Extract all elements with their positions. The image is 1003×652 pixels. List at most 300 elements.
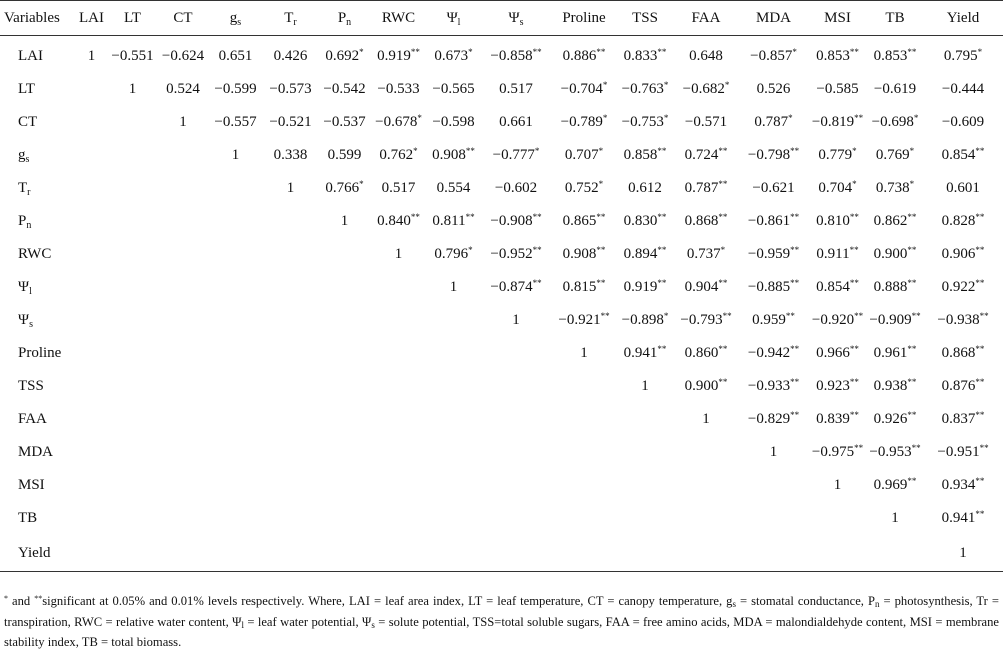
cell-value: 0.766 xyxy=(325,180,360,196)
table-cell xyxy=(923,337,1003,370)
cell-value: 0.922 xyxy=(941,279,976,295)
significance-marker: ** xyxy=(975,344,985,354)
row-label-subscript: s xyxy=(29,319,33,330)
footnote-fragment: = stomatal conductance, P xyxy=(736,594,875,608)
cell-value: −0.444 xyxy=(941,81,985,97)
table-cell xyxy=(867,172,923,205)
table-cell xyxy=(867,535,923,572)
cell-value: 0.904 xyxy=(684,279,719,295)
header-col xyxy=(673,1,739,36)
significance-marker: ** xyxy=(790,410,800,420)
table-cell xyxy=(371,469,426,502)
significance-marker: * xyxy=(468,47,473,57)
cell-value: 0.854 xyxy=(941,147,976,163)
table-cell xyxy=(551,172,617,205)
table-cell xyxy=(808,337,867,370)
table-cell xyxy=(808,502,867,535)
table-row xyxy=(0,238,1003,271)
table-cell xyxy=(867,304,923,337)
row-label-subscript: l xyxy=(29,286,32,297)
table-cell xyxy=(76,370,107,403)
table-cell xyxy=(739,535,808,572)
cell-value: 0.959 xyxy=(752,312,786,328)
table-cell xyxy=(263,535,318,572)
significance-marker: * xyxy=(852,146,857,156)
row-label-text: g xyxy=(18,147,26,163)
table-cell xyxy=(808,271,867,304)
table-cell xyxy=(208,139,263,172)
significance-marker: ** xyxy=(596,245,606,255)
significance-marker: ** xyxy=(907,47,917,57)
cell-value: 0.651 xyxy=(218,48,253,64)
header-col xyxy=(867,1,923,36)
table-cell xyxy=(867,73,923,106)
header-label: TSS xyxy=(632,9,658,26)
row-label-text: P xyxy=(18,213,27,229)
cell-value: −0.585 xyxy=(816,81,859,97)
table-cell xyxy=(808,304,867,337)
significance-marker: * xyxy=(413,146,418,156)
table-cell xyxy=(318,337,371,370)
significance-marker: ** xyxy=(849,410,859,420)
table-cell xyxy=(318,238,371,271)
cell-value: 0.828 xyxy=(941,213,976,229)
cell-value: 0.612 xyxy=(628,180,662,196)
significance-marker: ** xyxy=(790,146,800,156)
header-col xyxy=(739,1,808,36)
table-cell xyxy=(426,469,481,502)
significance-marker: ** xyxy=(975,410,985,420)
table-cell xyxy=(739,139,808,172)
table-cell xyxy=(617,172,673,205)
table-cell xyxy=(76,469,107,502)
table-cell xyxy=(158,238,208,271)
table-cell xyxy=(739,36,808,74)
table-cell xyxy=(76,238,107,271)
header-col xyxy=(617,1,673,36)
table-cell xyxy=(551,403,617,436)
table-cell xyxy=(263,337,318,370)
cell-value: 0.886 xyxy=(562,48,597,64)
table-cell xyxy=(263,205,318,238)
significance-marker: * xyxy=(852,179,857,189)
table-cell xyxy=(551,106,617,139)
table-cell xyxy=(923,469,1003,502)
table-cell xyxy=(673,172,739,205)
table-cell xyxy=(371,337,426,370)
table-cell xyxy=(867,205,923,238)
table-row xyxy=(0,73,1003,106)
cell-value: 1 xyxy=(641,378,649,394)
row-label-subscript: r xyxy=(27,187,31,198)
cell-value: −0.908 xyxy=(490,213,533,229)
table-cell xyxy=(551,469,617,502)
table-cell xyxy=(481,238,551,271)
row-label xyxy=(0,502,76,535)
header-label: Ψ xyxy=(508,9,520,26)
header-col xyxy=(808,1,867,36)
table-cell xyxy=(808,403,867,436)
significance-marker: * xyxy=(663,311,669,321)
table-cell xyxy=(673,370,739,403)
table-cell xyxy=(76,436,107,469)
cell-value: 0.860 xyxy=(684,345,719,361)
table-cell xyxy=(318,205,371,238)
row-label xyxy=(0,337,76,370)
row-label-text: Proline xyxy=(18,345,62,361)
table-cell xyxy=(617,502,673,535)
table-cell xyxy=(263,271,318,304)
table-row xyxy=(0,436,1003,469)
table-cell xyxy=(208,535,263,572)
cell-value: −0.874 xyxy=(490,279,533,295)
table-cell xyxy=(76,139,107,172)
table-cell xyxy=(739,304,808,337)
table-cell xyxy=(739,238,808,271)
header-col xyxy=(551,1,617,36)
table-cell xyxy=(617,337,673,370)
table-cell xyxy=(808,238,867,271)
header-col xyxy=(481,1,551,36)
table-cell xyxy=(673,205,739,238)
cell-value: −0.763 xyxy=(621,81,664,97)
table-cell xyxy=(551,73,617,106)
table-cell xyxy=(481,502,551,535)
table-cell xyxy=(673,106,739,139)
table-cell xyxy=(371,370,426,403)
cell-value: 0.868 xyxy=(684,213,719,229)
table-cell xyxy=(76,205,107,238)
table-cell xyxy=(481,73,551,106)
table-cell xyxy=(208,271,263,304)
table-cell xyxy=(867,337,923,370)
significance-marker: ** xyxy=(410,212,420,222)
significance-marker: ** xyxy=(657,212,667,222)
table-cell xyxy=(208,172,263,205)
table-cell xyxy=(673,139,739,172)
cell-value: 0.769 xyxy=(875,147,910,163)
table-cell xyxy=(76,535,107,572)
table-cell xyxy=(808,436,867,469)
table-cell xyxy=(867,403,923,436)
table-cell xyxy=(107,337,158,370)
significance-marker: * xyxy=(602,80,608,90)
table-cell xyxy=(208,304,263,337)
significance-marker: * xyxy=(598,146,604,156)
table-cell xyxy=(673,403,739,436)
significance-marker: ** xyxy=(657,245,667,255)
significance-marker: * xyxy=(417,113,422,123)
cell-value: −0.777 xyxy=(492,147,535,163)
table-row xyxy=(0,205,1003,238)
cell-value: 0.840 xyxy=(377,213,411,229)
header-label: P xyxy=(337,9,347,26)
header-label: TB xyxy=(885,9,905,26)
table-cell xyxy=(481,172,551,205)
row-label xyxy=(0,139,76,172)
table-cell xyxy=(673,36,739,74)
table-cell xyxy=(263,436,318,469)
table-cell xyxy=(263,172,318,205)
cell-value: −0.953 xyxy=(869,444,912,460)
table-cell xyxy=(617,370,673,403)
table-cell xyxy=(426,73,481,106)
table-cell xyxy=(318,172,371,205)
significance-marker: ** xyxy=(849,212,859,222)
table-cell xyxy=(107,403,158,436)
row-label-text: T xyxy=(18,180,28,196)
cell-value: 0.704 xyxy=(818,180,853,196)
row-label xyxy=(0,436,76,469)
row-label-text: Yield xyxy=(18,544,51,561)
cell-value: 0.787 xyxy=(754,114,789,130)
row-label xyxy=(0,73,76,106)
cell-value: −0.885 xyxy=(747,279,791,295)
significance-marker: * xyxy=(534,146,540,156)
table-cell xyxy=(923,535,1003,572)
cell-value: −0.602 xyxy=(494,180,538,196)
significance-marker: * xyxy=(663,80,669,90)
significance-marker: ** xyxy=(657,47,667,57)
cell-value: 1 xyxy=(702,411,710,427)
cell-value: −0.565 xyxy=(432,81,475,97)
cell-value: 1 xyxy=(394,246,403,262)
significance-marker: ** xyxy=(718,278,728,288)
table-cell xyxy=(107,238,158,271)
cell-value: 0.876 xyxy=(941,378,976,394)
table-cell xyxy=(371,238,426,271)
row-label-subscript: n xyxy=(26,220,32,231)
significance-marker: ** xyxy=(854,113,864,123)
cell-value: −0.698 xyxy=(871,114,914,130)
cell-value: 1 xyxy=(512,312,520,328)
significance-marker: ** xyxy=(907,476,917,486)
table-cell xyxy=(867,469,923,502)
header-col xyxy=(76,1,107,36)
header-label: LAI xyxy=(79,9,104,26)
table-cell xyxy=(263,106,318,139)
table-cell xyxy=(76,502,107,535)
cell-value: 1 xyxy=(87,48,96,64)
table-cell xyxy=(107,172,158,205)
table-cell xyxy=(673,436,739,469)
table-cell xyxy=(371,436,426,469)
significance-marker: ** xyxy=(596,278,606,288)
significance-marker: ** xyxy=(975,245,985,255)
cell-value: 0.787 xyxy=(684,180,719,196)
table-cell xyxy=(617,36,673,74)
table-cell xyxy=(551,535,617,572)
cell-value: −0.571 xyxy=(684,114,728,130)
row-label-text: MDA xyxy=(18,444,54,460)
significance-marker: ** xyxy=(975,278,985,288)
significance-marker: ** xyxy=(911,443,921,453)
cell-value: 0.906 xyxy=(941,246,976,262)
table-cell xyxy=(76,73,107,106)
table-cell xyxy=(371,106,426,139)
table-cell xyxy=(617,304,673,337)
table-cell xyxy=(208,436,263,469)
cell-value: 0.858 xyxy=(623,147,658,163)
significance-marker: ** xyxy=(657,344,667,354)
cell-value: 0.966 xyxy=(816,345,850,361)
table-cell xyxy=(923,36,1003,74)
cell-value: 0.724 xyxy=(684,147,719,163)
significance-marker: ** xyxy=(975,212,985,222)
table-cell xyxy=(923,436,1003,469)
cell-value: 0.707 xyxy=(564,147,599,163)
table-cell xyxy=(107,304,158,337)
significance-marker: * xyxy=(909,179,915,189)
cell-value: 0.779 xyxy=(818,147,853,163)
cell-value: 0.517 xyxy=(381,180,416,196)
table-cell xyxy=(208,238,263,271)
header-subscript: n xyxy=(346,16,352,28)
cell-value: 0.888 xyxy=(873,279,908,295)
row-label xyxy=(0,403,76,436)
table-cell xyxy=(208,36,263,74)
significance-marker: ** xyxy=(410,47,420,57)
table-cell xyxy=(158,403,208,436)
table-cell xyxy=(426,36,481,74)
significance-marker: ** xyxy=(907,278,917,288)
cell-value: −0.682 xyxy=(682,81,725,97)
cell-value: 0.601 xyxy=(946,180,980,196)
table-cell xyxy=(208,403,263,436)
cell-value: −0.521 xyxy=(269,114,312,130)
table-cell xyxy=(107,36,158,74)
cell-value: −0.798 xyxy=(747,147,791,163)
header-subscript: s xyxy=(237,16,242,28)
significance-marker: * xyxy=(788,113,793,123)
table-cell xyxy=(551,337,617,370)
cell-value: −0.621 xyxy=(752,180,795,196)
cell-value: −0.861 xyxy=(747,213,791,229)
cell-value: −0.678 xyxy=(375,114,418,130)
table-cell xyxy=(426,304,481,337)
table-cell xyxy=(158,436,208,469)
table-cell xyxy=(481,271,551,304)
footnote-fragment: * xyxy=(4,594,8,603)
table-cell xyxy=(371,403,426,436)
significance-marker: ** xyxy=(790,245,800,255)
table-cell xyxy=(107,139,158,172)
table-cell xyxy=(263,238,318,271)
table-cell xyxy=(158,106,208,139)
table-cell xyxy=(739,370,808,403)
significance-marker: ** xyxy=(907,410,917,420)
significance-marker: ** xyxy=(854,311,864,321)
row-label xyxy=(0,205,76,238)
cell-value: 0.599 xyxy=(327,147,362,163)
significance-marker: ** xyxy=(785,311,795,321)
cell-value: −0.975 xyxy=(811,444,855,460)
table-cell xyxy=(617,403,673,436)
header-col xyxy=(208,1,263,36)
row-label xyxy=(0,535,76,572)
significance-marker: * xyxy=(724,80,730,90)
row-label xyxy=(0,36,76,74)
significance-marker: ** xyxy=(532,212,542,222)
table-cell xyxy=(426,172,481,205)
cell-value: 0.919 xyxy=(377,48,411,64)
header-subscript: r xyxy=(293,16,297,28)
table-row xyxy=(0,106,1003,139)
cell-value: 0.868 xyxy=(941,345,976,361)
header-label: MSI xyxy=(824,9,851,26)
cell-value: 0.894 xyxy=(623,246,658,262)
significance-marker: ** xyxy=(465,212,475,222)
header-label: MDA xyxy=(755,9,791,26)
table-cell xyxy=(318,403,371,436)
table-cell xyxy=(739,436,808,469)
cell-value: 0.862 xyxy=(873,213,908,229)
table-cell xyxy=(739,502,808,535)
significance-marker: ** xyxy=(532,245,542,255)
table-cell xyxy=(318,271,371,304)
table-cell xyxy=(551,205,617,238)
footnote-fragment: n xyxy=(874,599,880,609)
table-cell xyxy=(371,535,426,572)
table-cell xyxy=(551,271,617,304)
significance-marker: ** xyxy=(465,146,475,156)
table-cell xyxy=(318,36,371,74)
table-row xyxy=(0,271,1003,304)
table-cell xyxy=(808,106,867,139)
table-cell xyxy=(107,502,158,535)
row-label-text: TSS xyxy=(18,378,44,394)
table-cell xyxy=(867,238,923,271)
table-cell xyxy=(318,436,371,469)
significance-marker: ** xyxy=(975,146,985,156)
significance-marker: ** xyxy=(849,377,859,387)
table-cell xyxy=(923,238,1003,271)
significance-marker: ** xyxy=(907,212,917,222)
significance-marker: ** xyxy=(718,146,728,156)
footnote-fragment: = photosynthesis, Tr = transpiration, RWC = relative water content, Ψ xyxy=(4,594,1000,629)
table-cell xyxy=(426,337,481,370)
table-cell xyxy=(158,337,208,370)
significance-marker: ** xyxy=(718,212,728,222)
table-cell xyxy=(481,205,551,238)
cell-value: 0.554 xyxy=(436,180,471,196)
significance-marker: ** xyxy=(790,377,800,387)
row-label-text: Ψ xyxy=(18,312,30,328)
table-cell xyxy=(808,139,867,172)
significance-marker: * xyxy=(909,146,915,156)
table-cell xyxy=(923,370,1003,403)
significance-marker: ** xyxy=(975,476,985,486)
row-label xyxy=(0,106,76,139)
table-cell xyxy=(923,172,1003,205)
row-label-subscript: s xyxy=(25,154,30,165)
table-cell xyxy=(107,73,158,106)
table-cell xyxy=(673,238,739,271)
table-body xyxy=(0,36,1003,572)
table-cell xyxy=(426,139,481,172)
header-col xyxy=(923,1,1003,36)
cell-value: 0.961 xyxy=(873,345,908,361)
cell-value: 0.661 xyxy=(499,114,533,130)
cell-value: −0.619 xyxy=(873,81,917,97)
table-cell xyxy=(481,106,551,139)
cell-value: 0.923 xyxy=(816,378,850,394)
table-cell xyxy=(617,106,673,139)
table-cell xyxy=(371,502,426,535)
row-label xyxy=(0,271,76,304)
table-cell xyxy=(481,403,551,436)
table-cell xyxy=(426,535,481,572)
